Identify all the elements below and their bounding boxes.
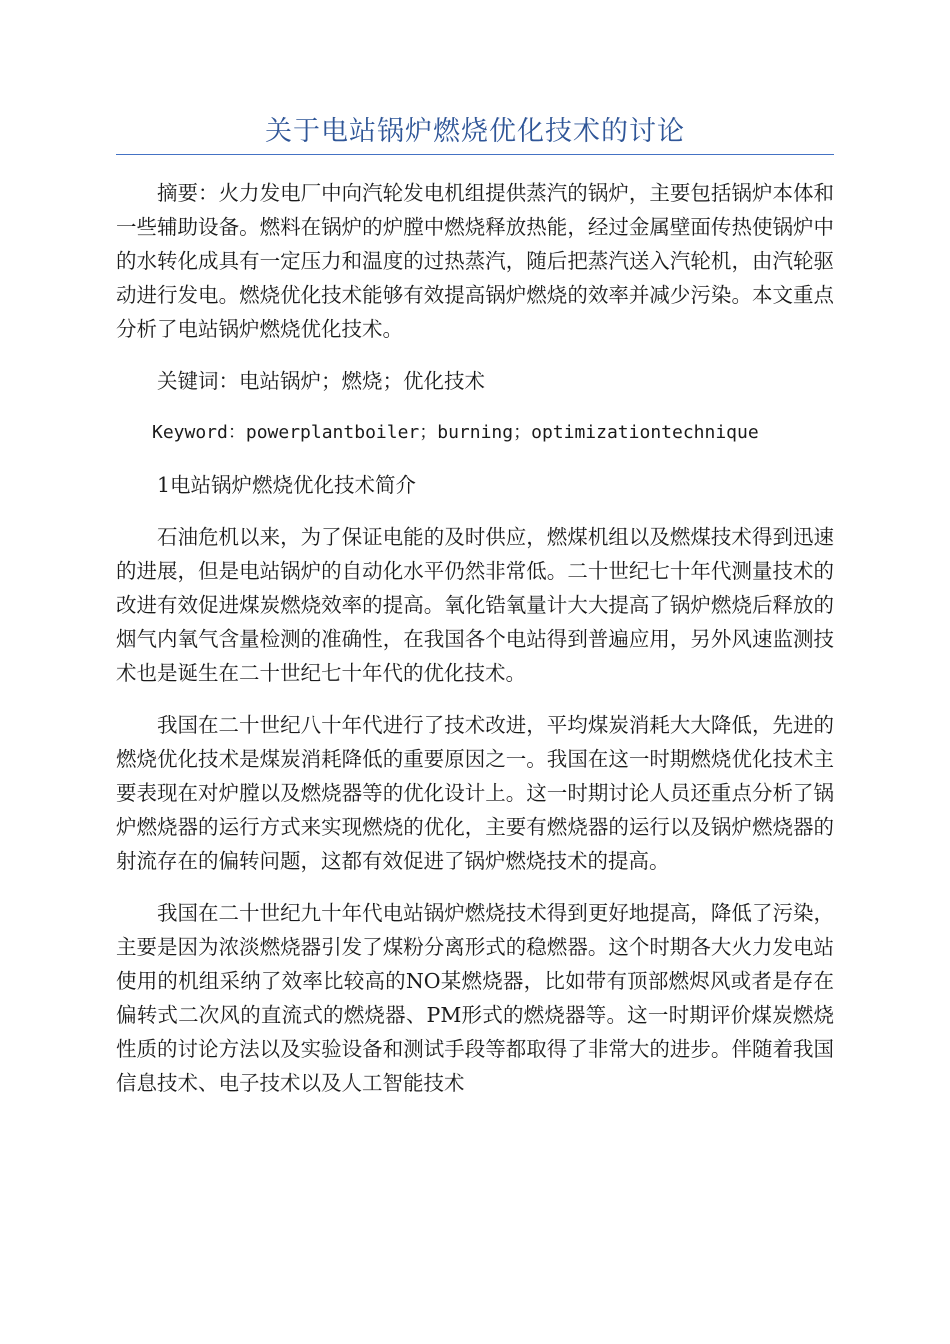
- body-paragraph-3: 我国在二十世纪九十年代电站锅炉燃烧技术得到更好地提高，降低了污染，主要是因为浓淡燃烧器引发了煤粉分离形式的稳燃器。这个时期各大火力发电站使用的机组采纳了效率比较高的NO某燃烧器，比如带有顶部燃烬风或者是存在偏转式二次风的直流式的燃烧器、PM形式的燃烧器等。这一时期评价煤炭燃烧性质的讨论方法以及实验设备和测试手段等都取得了非常大的进步。伴随着我国信息技术、电子技术以及人工智能技术: [116, 901, 834, 1095]
- body-paragraph-1: 石油危机以来，为了保证电能的及时供应，燃煤机组以及燃煤技术得到迅速的进展，但是电站锅炉的自动化水平仍然非常低。二十世纪七十年代测量技术的改进有效促进煤炭燃烧效率的提高。氧化锆氧量计大大提高了锅炉燃烧后释放的烟气内氧气含量检测的准确性，在我国各个电站得到普遍应用，另外风速监测技术也是诞生在二十世纪七十年代的优化技术。: [116, 525, 834, 685]
- title-underline: [116, 154, 834, 155]
- section-heading: 1电站锅炉燃烧优化技术简介: [157, 473, 417, 497]
- document-body: [116, 176, 834, 1118]
- keywords-cn: 关键词：电站锅炉；燃烧；优化技术: [157, 369, 485, 393]
- abstract-paragraph: 摘要：火力发电厂中向汽轮发电机组提供蒸汽的锅炉，主要包括锅炉本体和一些辅助设备。燃料在锅炉的炉膛中燃烧释放热能，经过金属壁面传热使锅炉中的水转化成具有一定压力和温度的过热蒸汽，随后把蒸汽送入汽轮机，由汽轮驱动进行发电。燃烧优化技术能够有效提高锅炉燃烧的效率并减少污染。本文重点分析了电站锅炉燃烧优化技术。: [116, 181, 834, 341]
- document-title: 关于电站锅炉燃烧优化技术的讨论: [265, 116, 685, 147]
- keywords-en: Keyword：powerplantboiler；burning；optimizationtechnique: [152, 422, 759, 443]
- body-paragraph-2: 我国在二十世纪八十年代进行了技术改进，平均煤炭消耗大大降低，先进的燃烧优化技术是煤炭消耗降低的重要原因之一。我国在这一时期燃烧优化技术主要表现在对炉膛以及燃烧器等的优化设计上。这一时期讨论人员还重点分析了锅炉燃烧器的运行方式来实现燃烧的优化，主要有燃烧器的运行以及锅炉燃烧器的射流存在的偏转问题，这都有效促进了锅炉燃烧技术的提高。: [116, 713, 834, 873]
